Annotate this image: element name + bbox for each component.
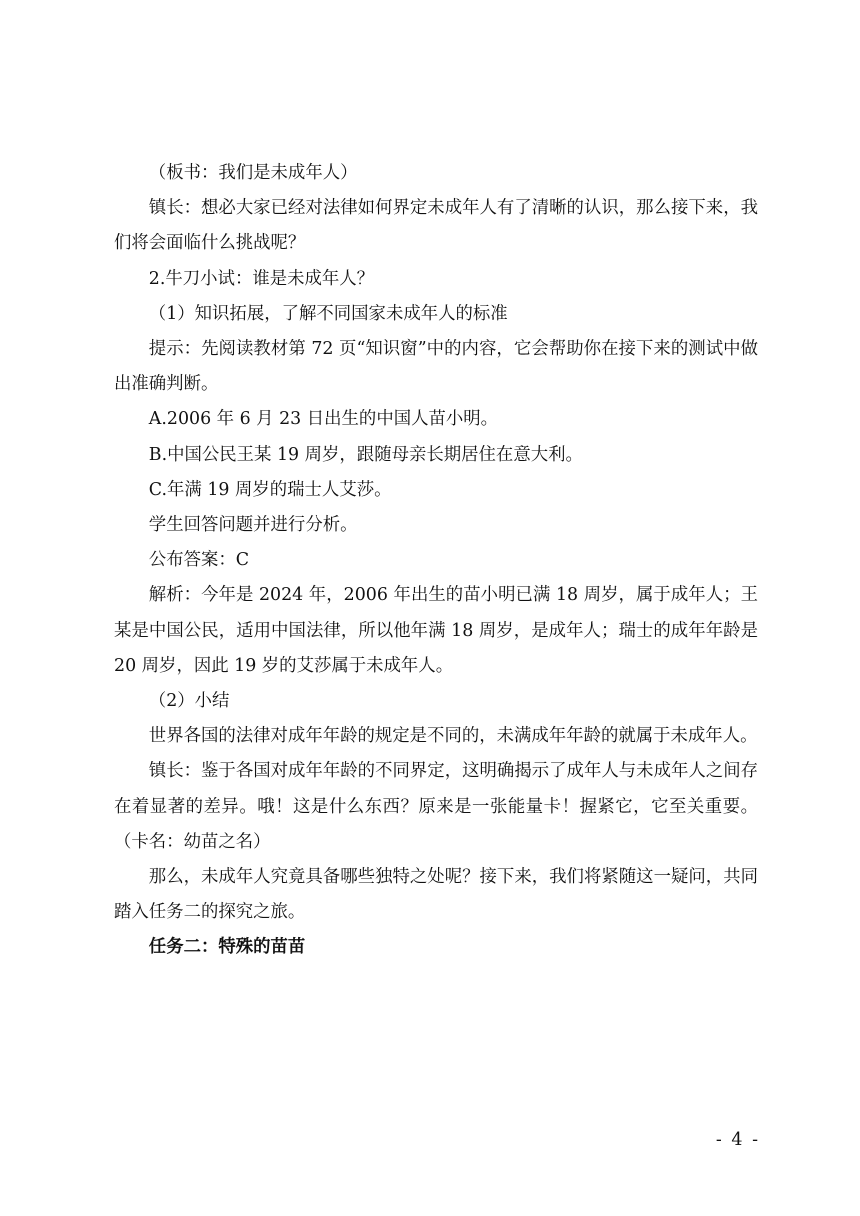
mayor-dialogue-energy-card: 镇长：鉴于各国对成年年龄的不同界定，这明确揭示了成年人与未成年人之间存在着显著的差异。哦！这是什么东西？原来是一张能量卡！握紧它，它至关重要。（卡名：幼苗之名） — [114, 761, 758, 852]
transition-paragraph: 那么，未成年人究竟具备哪些独特之处呢？接下来，我们将紧随这一疑问，共同踏入任务二的探究之旅。 — [114, 867, 758, 923]
page-number: - 4 - — [715, 1130, 760, 1150]
section-heading-quiz: 2.牛刀小试：谁是未成年人？ — [148, 268, 375, 289]
summary-paragraph: 世界各国的法律对成年年龄的规定是不同的，未满成年年龄的就属于未成年人。 — [148, 726, 758, 747]
mayor-dialogue-intro: 镇长：想必大家已经对法律如何界定未成年人有了清晰的认识，那么接下来，我们将会面临什么挑战呢？ — [114, 198, 758, 254]
analysis-paragraph: 解析：今年是 2024 年，2006 年出生的苗小明已满 18 周岁，属于成年人；王某是中国公民，适用中国法律，所以他年满 18 周岁，是成年人；瑞士的成年年龄是 20 周岁，因此 19 岁的艾莎属于未成年人。 — [114, 585, 758, 676]
page-body — [114, 156, 758, 966]
option-b: B.中国公民王某 19 周岁，跟随母亲长期居住在意大利。 — [148, 444, 583, 465]
blackboard-note: （板书：我们是未成年人） — [148, 163, 358, 183]
option-c: C.年满 19 周岁的瑞士人艾莎。 — [148, 479, 392, 500]
task-two-heading: 任务二：特殊的苗苗 — [148, 937, 306, 958]
option-a: A.2006 年 6 月 23 日出生的中国人苗小明。 — [148, 409, 499, 430]
hint-paragraph: 提示：先阅读教材第 72 页“知识窗”中的内容，它会帮助你在接下来的测试中做出准确判断。 — [114, 339, 758, 395]
answer-reveal: 公布答案：C — [148, 550, 250, 571]
student-activity: 学生回答问题并进行分析。 — [148, 515, 358, 536]
subheading-summary: （2）小结 — [148, 691, 230, 712]
subheading-knowledge-expansion: （1）知识拓展，了解不同国家未成年人的标准 — [148, 303, 508, 324]
